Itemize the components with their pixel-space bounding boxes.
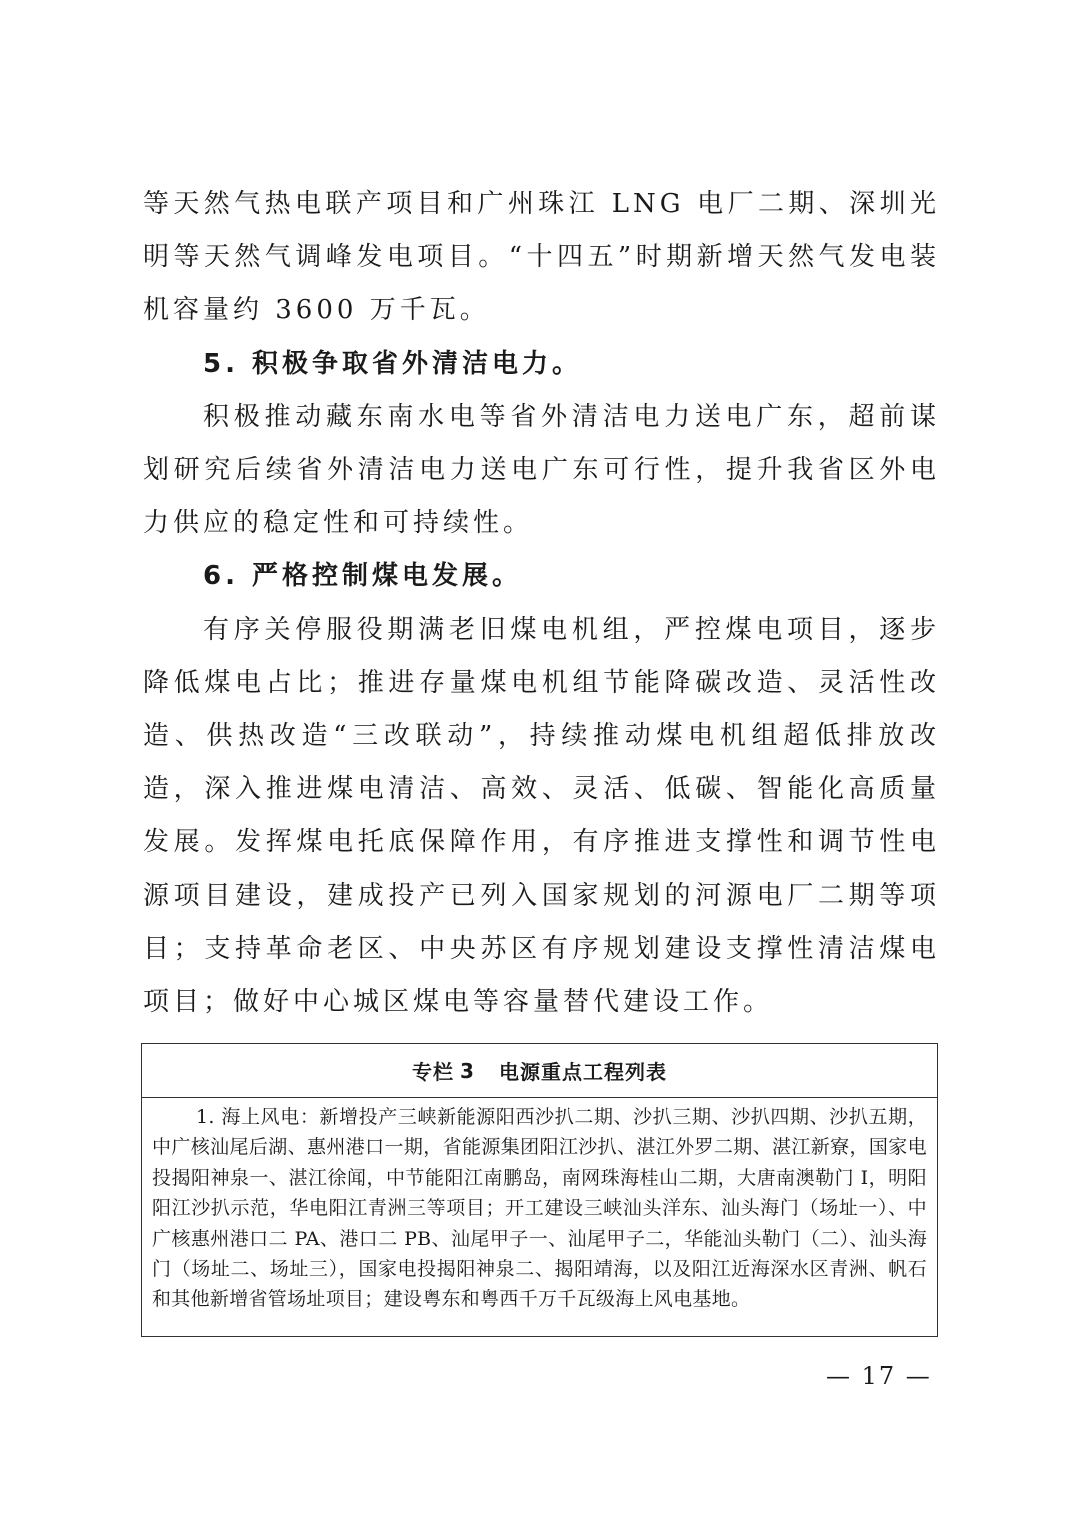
page-number: — 17 — [826,1362,932,1390]
section-heading-5: 5. 积极争取省外清洁电力。 [203,348,583,379]
box-title: 电源重点工程列表 [498,1060,667,1084]
box-number: 3 [460,1058,475,1083]
paragraph-5: 积极推动藏东南水电等省外清洁电力送电广东，超前谋划研究后续省外清洁电力送电广东可行性，提升我省区外电力供应的稳定性和可持续性。 [143,401,940,539]
body-text [143,178,940,1029]
column-box [141,1043,938,1337]
box-label: 专栏 [412,1060,455,1084]
section-heading-6: 6. 严格控制煤电发展。 [203,561,523,592]
paragraph-6: 有序关停服役期满老旧煤电机组，严控煤电项目，逐步降低煤电占比；推进存量煤电机组节能降碳改造、灵活性改造、供热改造“三改联动”，持续推动煤电机组超低排放改造，深入推进煤电清洁、高效、灵活、低碳、智能化高质量发展。发挥煤电托底保障作用，有序推进支撑性和调节性电源项目建设，建成投产已列入国家规划的河源电厂二期等项目；支持革命老区、中央苏区有序规划建设支撑性清洁煤电项目；做好中心城区煤电等容量替代建设工作。 [143,614,940,1018]
box-content: 1. 海上风电：新增投产三峡新能源阳西沙扒二期、沙扒三期、沙扒四期、沙扒五期，中广核汕尾后湖、惠州港口一期，省能源集团阳江沙扒、湛江外罗二期、湛江新寮，国家电投揭阳神泉一、湛江徐闻，中节能阳江南鹏岛，南网珠海桂山二期，大唐南澳勒门 I，明阳阳江沙扒示范，华电阳江青洲三等项目；开工建设三峡汕头洋东、汕头海门（场址一）、中广核惠州港口二 PA、港口二 PB、汕尾甲子一、汕尾甲子二，华能汕头勒门（二）、汕头海门（场址二、场址三），国家电投揭阳神泉二、揭阳靖海，以及阳江近海深水区青洲、帆石和其他新增省管场址项目；建设粤东和粤西千万千瓦级海上风电基地。 [152,1106,927,1311]
paragraph-continuation: 等天然气热电联产项目和广州珠江 LNG 电厂二期、深圳光明等天然气调峰发电项目。“十四五”时期新增天然气发电装机容量约 3600 万千瓦。 [143,189,940,326]
box-header [142,1044,937,1098]
